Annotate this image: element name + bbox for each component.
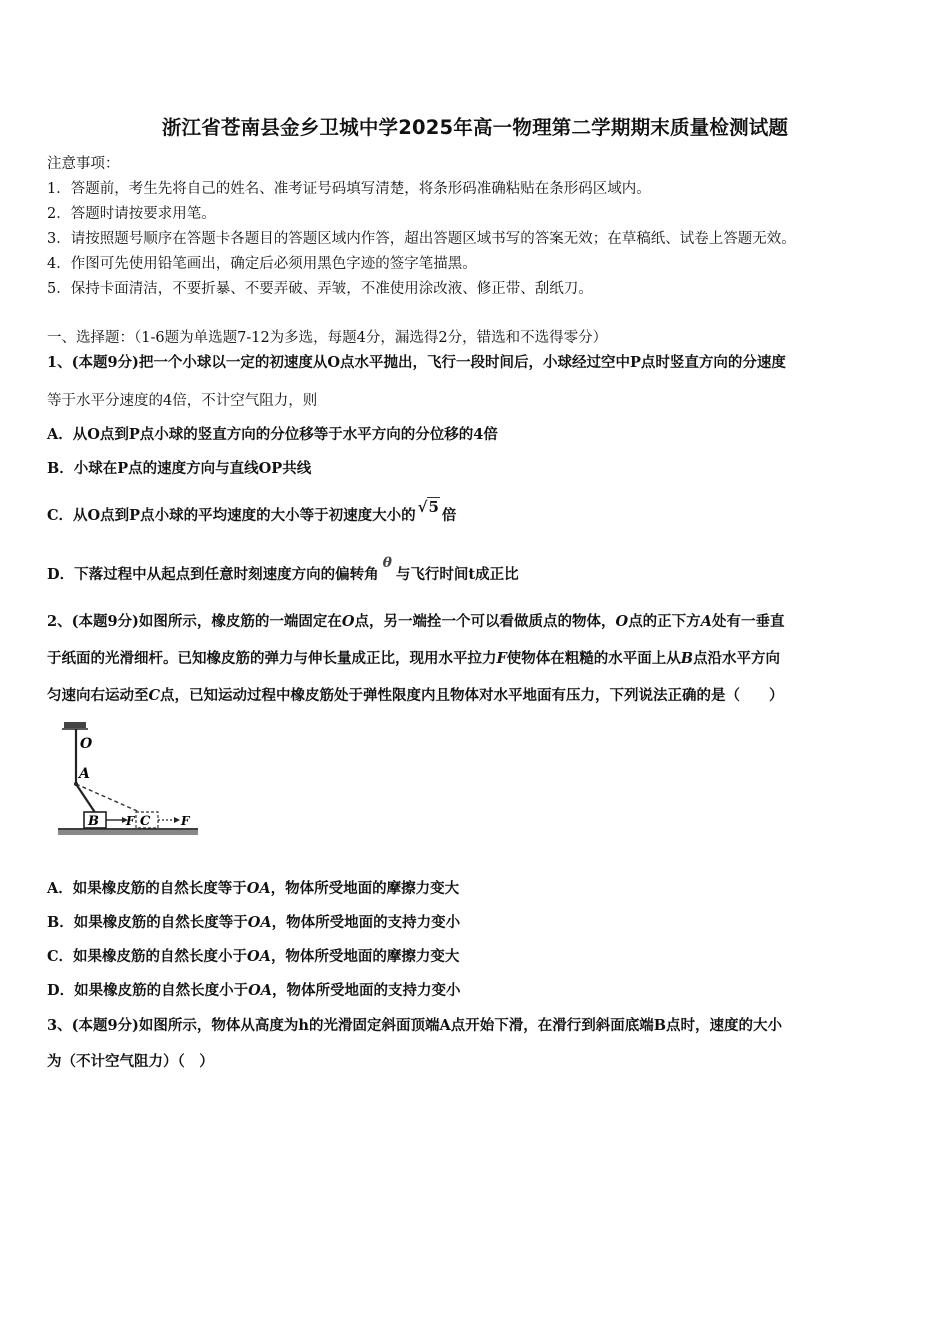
label-b: B (88, 814, 99, 829)
page-title: 浙江省苍南县金乡卫城中学2025年高一物理第二学期期末质量检测试题 (161, 116, 789, 139)
q2-var: O (615, 613, 629, 630)
q1-option-d-suffix: 与飞行时间t成正比 (395, 566, 519, 583)
q1-option-c-suffix: 倍 (441, 507, 457, 524)
notice-item: 5．保持卡面清洁，不要折暴、不要弄破、弄皱，不准使用涂改液、修正带、刮纸刀。 (47, 281, 593, 297)
q2-text: 2、(本题9分)如图所示，橡皮筋的一端固定在 (47, 613, 342, 630)
q2-option-text: C．如果橡皮筋的自然长度小于 (47, 948, 248, 965)
notice-heading: 注意事项： (47, 156, 120, 172)
label-f1: F (126, 814, 135, 828)
q2-text: 点的正下方 (628, 613, 701, 630)
q2-option-text: D．如果橡皮筋的自然长度小于 (47, 982, 249, 999)
rubber-band-figure (56, 718, 206, 844)
q2-var: F (496, 650, 507, 667)
q2-option-text: B．如果橡皮筋的自然长度等于 (47, 914, 248, 931)
q2-stem-line3 (47, 684, 784, 705)
q1-option-d (47, 555, 519, 584)
sqrt-radicand: 5 (428, 498, 439, 516)
q1-option-c (47, 498, 457, 525)
q2-stem-line1 (47, 610, 784, 631)
q1-option-a: A．从O点到P点小球的竖直方向的分位移等于水平方向的分位移的4倍 (47, 426, 498, 443)
q2-text: 处有一垂直 (711, 613, 785, 630)
q2-text: 使物体在粗糙的水平面上从 (506, 650, 681, 667)
q2-var: O (341, 613, 355, 630)
q2-var: C (148, 687, 161, 704)
q3-stem-line1: 3、(本题9分)如图所示，物体从高度为h的光滑固定斜面顶端A点开始下滑，在滑行到斜面底端B点时，速度的大小 (47, 1017, 782, 1034)
q1-option-c-text: C．从O点到P点小球的平均速度的大小等于初速度大小的 (47, 507, 416, 524)
q1-stem-line2: 等于水平分速度的4倍，不计空气阻力，则 (47, 393, 318, 409)
notice-item: 2．答题时请按要求用笔。 (47, 206, 216, 222)
ground-hatching (58, 830, 198, 835)
q2-option-c (47, 945, 459, 966)
q2-option-text: ，物体所受地面的支持力变小 (271, 982, 461, 999)
q1-option-b: B．小球在P点的速度方向与直线OP共线 (47, 460, 312, 477)
sqrt-symbol: √5 (417, 498, 439, 516)
force-arrowhead-2 (174, 817, 180, 823)
q2-option-var: OA (248, 982, 272, 999)
rod-a (74, 782, 78, 786)
section-heading: 一、选择题：（1-6题为单选题7-12为多选，每题4分，漏选得2分，错选和不选得零分） (47, 330, 608, 346)
ceiling-mount (64, 722, 86, 728)
q2-option-text: ，物体所受地面的摩擦力变大 (270, 948, 460, 965)
theta-symbol: θ (382, 555, 392, 571)
label-c: C (140, 814, 151, 829)
q2-stem-line2 (47, 647, 780, 668)
q2-option-var: OA (246, 880, 271, 897)
label-f2: F (181, 814, 190, 828)
q2-option-text: ，物体所受地面的支持力变小 (271, 914, 461, 931)
q2-text: 点沿水平方向 (693, 650, 781, 667)
q2-option-a (47, 877, 459, 898)
q2-text: 点，已知运动过程中橡皮筋处于弹性限度内且物体对水平地面有压力，下列说法正确的是（ ） (160, 687, 784, 704)
q2-text: 匀速向右运动至 (47, 687, 149, 704)
q2-option-b (47, 911, 460, 932)
q2-option-var: OA (247, 914, 272, 931)
q2-option-text: A．如果橡皮筋的自然长度等于 (47, 880, 247, 897)
q2-text: 点，另一端拴一个可以看做质点的物体， (354, 613, 616, 630)
q2-var: A (700, 613, 712, 630)
q2-option-var: OA (247, 948, 271, 965)
q2-option-d (47, 979, 460, 1000)
label-o: O (80, 736, 93, 752)
label-a: A (79, 766, 90, 782)
q1-option-d-text: D．下落过程中从起点到任意时刻速度方向的偏转角 (47, 566, 379, 583)
notice-item: 3．请按照题号顺序在答题卡各题目的答题区域内作答，超出答题区域书写的答案无效；在草稿纸、试卷上答题无效。 (47, 231, 796, 247)
notice-item: 1．答题前，考生先将自己的姓名、准考证号码填写清楚，将条形码准确粘贴在条形码区域内。 (47, 181, 651, 197)
q3-stem-line2: 为（不计空气阻力）（ ） (47, 1053, 214, 1070)
notice-item: 4．作图可先使用铅笔画出，确定后必须用黑色字迹的签字笔描黑。 (47, 256, 477, 272)
q1-stem-line1: 1、(本题9分)把一个小球以一定的初速度从O点水平抛出，飞行一段时间后，小球经过空中P点时竖直方向的分速度 (47, 354, 786, 371)
q2-option-text: ，物体所受地面的摩擦力变大 (270, 880, 460, 897)
q2-var: B (680, 650, 694, 667)
q2-text: 于纸面的光滑细杆。已知橡皮筋的弹力与伸长量成正比，现用水平拉力 (47, 650, 497, 667)
